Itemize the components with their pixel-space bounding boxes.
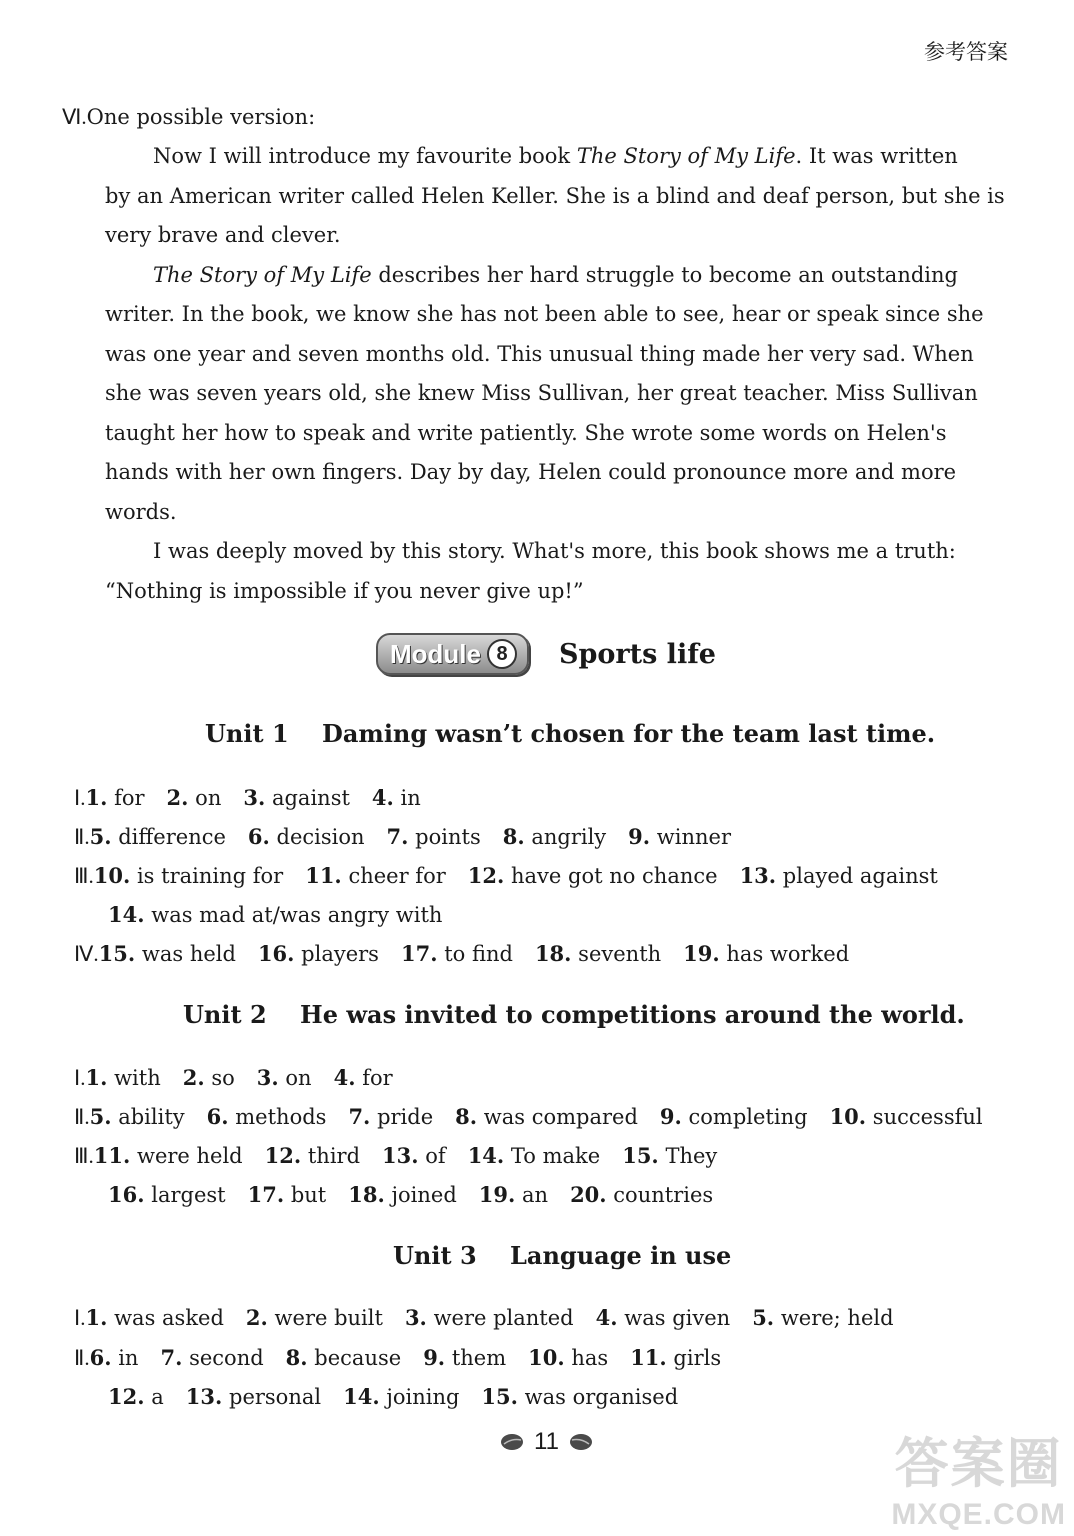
essay-line: “Nothing is impossible if you never give up!” xyxy=(105,578,584,603)
leaf-icon xyxy=(500,1432,524,1452)
essay-line: I was deeply moved by this story. What's more, this book shows me a truth: xyxy=(153,539,956,563)
essay-line: hands with her own fingers. Day by day, Helen could pronounce more and more xyxy=(105,460,957,484)
page-header: 参考答案 xyxy=(924,40,1008,64)
page-number: 11 xyxy=(534,1428,559,1455)
essay-line: taught her how to speak and write patiently. She wrote some words on Helen's xyxy=(105,420,947,445)
essay-line: by an American writer called Helen Keller. She is a blind and deaf person, but she is xyxy=(105,183,1005,208)
answer-row: Ⅰ.1. with 2. so 3. on 4. for xyxy=(74,1065,393,1090)
essay-body xyxy=(105,137,1010,611)
unit2-title: Unit 2 He was invited to competitions around the world. xyxy=(183,1000,965,1029)
essay-line: words. xyxy=(105,499,177,524)
answer-row: Ⅲ.11. were held 12. third 13. of 14. To make 15. They xyxy=(74,1143,718,1168)
essay-line: Now I will introduce my favourite book The Story of My Life. It was written xyxy=(153,144,958,168)
module-badge: Module 8 xyxy=(376,633,529,675)
answer-row: Ⅳ.15. was held 16. players 17. to find 18. seventh 19. has worked xyxy=(74,941,850,966)
answer-row: 14. was mad at/was angry with xyxy=(108,902,443,927)
answer-row: 12. a 13. personal 14. joining 15. was organised xyxy=(108,1384,679,1409)
essay-intro: One possible version: xyxy=(86,105,316,129)
page-footer xyxy=(500,1428,593,1456)
answer-row: Ⅰ.1. for 2. on 3. against 4. in xyxy=(74,785,421,810)
section-numeral: Ⅵ. xyxy=(62,105,87,129)
answer-row: Ⅱ.6. in 7. second 8. because 9. them 10. has 11. girls xyxy=(74,1345,722,1370)
essay-line: writer. In the book, we know she has not been able to see, hear or speak since she xyxy=(105,302,984,326)
essay-line: The Story of My Life describes her hard struggle to become an outstanding xyxy=(153,262,958,287)
essay-line: she was seven years old, she knew Miss Sullivan, her great teacher. Miss Sullivan xyxy=(105,381,978,405)
answer-row: 16. largest 17. but 18. joined 19. an 20. countries xyxy=(108,1182,714,1207)
essay-heading xyxy=(62,98,315,138)
watermark: 答案圈 MXQE.COM xyxy=(891,1434,1066,1531)
module-number: 8 xyxy=(487,639,517,669)
answer-row: Ⅰ.1. was asked 2. were built 3. were planted 4. was given 5. were; held xyxy=(74,1305,894,1330)
answer-row: Ⅲ.10. is training for 11. cheer for 12. have got no chance 13. played against xyxy=(74,863,938,888)
essay-line: was one year and seven months old. This unusual thing made her very sad. When xyxy=(105,341,974,366)
answer-row: Ⅱ.5. difference 6. decision 7. points 8. angrily 9. winner xyxy=(74,824,732,849)
essay-line: very brave and clever. xyxy=(105,223,341,247)
unit3-title: Unit 3 Language in use xyxy=(393,1241,732,1270)
module-title: Sports life xyxy=(559,638,716,670)
unit1-title: Unit 1 Daming wasn’t chosen for the team last time. xyxy=(205,719,936,748)
answer-row: Ⅱ.5. ability 6. methods 7. pride 8. was compared 9. completing 10. successful xyxy=(74,1104,983,1129)
leaf-icon xyxy=(569,1432,593,1452)
module-heading xyxy=(376,633,716,675)
